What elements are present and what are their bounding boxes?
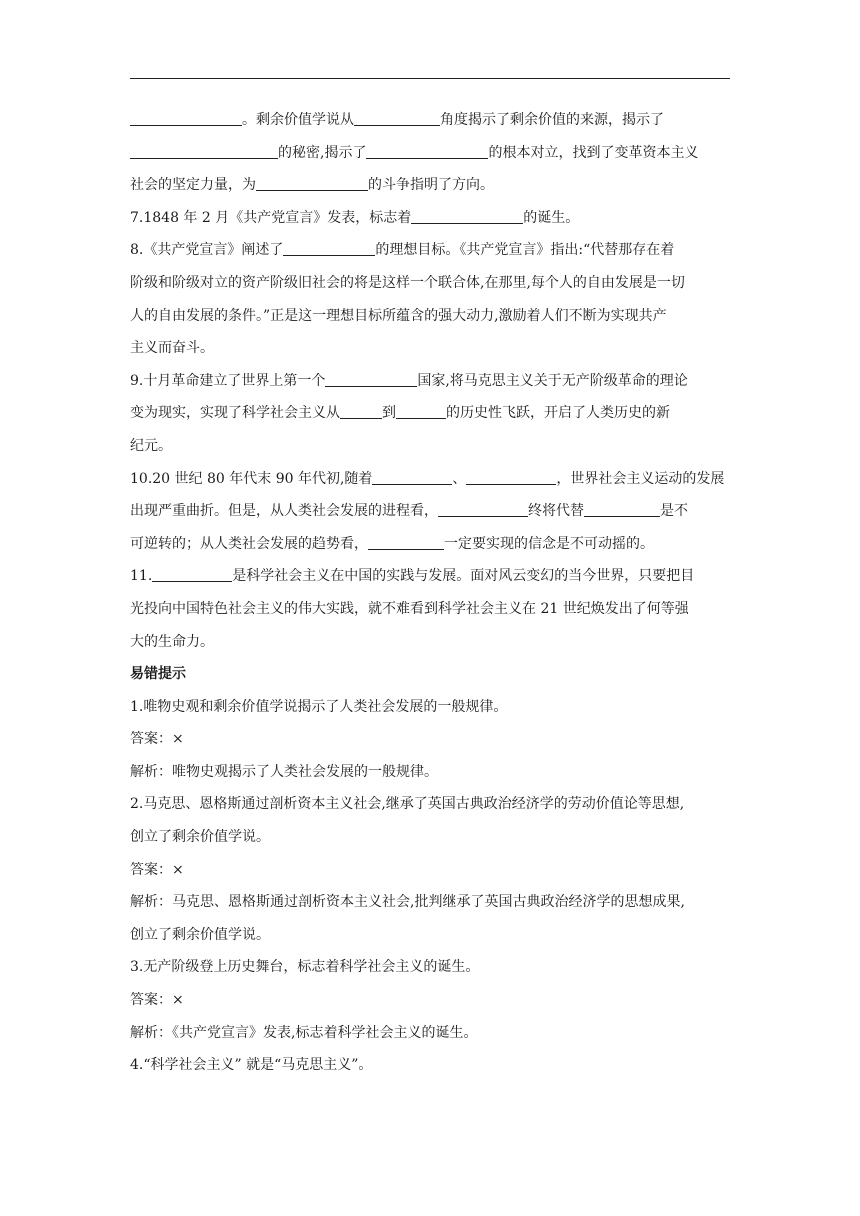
- fill-blank[interactable]: [396, 404, 446, 419]
- item-analysis: 解析：《共产党宣言》发表,标志着科学社会主义的诞生。: [130, 1024, 478, 1041]
- fill-blank[interactable]: [256, 176, 368, 191]
- fill-blank[interactable]: [438, 502, 528, 517]
- question-9: [130, 365, 730, 463]
- text-line: 主义而奋斗。: [130, 340, 214, 357]
- fill-blank[interactable]: [340, 404, 382, 419]
- question-7: [130, 202, 730, 235]
- item-question: 2.马克思、恩格斯通过剖析资本主义社会,继承了英国古典政治经济学的劳动价值论等思想,: [130, 796, 685, 813]
- item-question: 1.唯物史观和剩余价值学说揭示了人类社会发展的一般规律。: [130, 698, 508, 715]
- error-item-3: [130, 951, 730, 1049]
- error-item-4: [130, 1049, 730, 1082]
- error-items: [130, 691, 730, 1082]
- fill-blank[interactable]: [366, 144, 488, 159]
- text-line: 人的自由发展的条件。”正是这一理想目标所蕴含的强大动力,激励着人们不断为实现共产: [130, 307, 667, 324]
- item-question: 4.“科学社会主义” 就是“马克思主义”。: [130, 1057, 373, 1074]
- fill-blank[interactable]: [152, 567, 232, 582]
- text-line: 的秘密,揭示了 的根本对立，找到了变革资本主义: [130, 137, 730, 170]
- text-line: 社会的坚定力量，为 的斗争指明了方向。: [130, 177, 494, 194]
- fill-blank[interactable]: [354, 111, 440, 126]
- text-line: 大的生命力。: [130, 633, 214, 650]
- text-line: 8.《共产党宣言》阐述了 的理想目标。《共产党宣言》指出:“代替那存在着: [130, 242, 675, 259]
- text-line: 变为现实，实现了科学社会主义从 到 的历史性飞跃，开启了人类历史的新: [130, 405, 670, 422]
- text-line: 。剩余价值学说从 角度揭示了剩余价值的来源，揭示了: [130, 104, 730, 137]
- fill-blank[interactable]: [325, 372, 417, 387]
- section-title: 易错提示: [130, 666, 186, 683]
- text-line: 9.十月革命建立了世界上第一个 国家,将马克思主义关于无产阶级革命的理论: [130, 372, 688, 389]
- header-rule: [130, 78, 730, 79]
- error-item-2: [130, 788, 730, 951]
- text-line: 可逆转的；从人类社会发展的趋势看， 一定要实现的信念是不可动摇的。: [130, 535, 654, 552]
- text-line: 11. 是科学社会主义在中国的实践与发展。面对风云变幻的当今世界，只要把目: [130, 568, 695, 585]
- fill-blank[interactable]: [372, 470, 452, 485]
- document-body: [130, 104, 730, 1082]
- item-question: 创立了剩余价值学说。: [130, 829, 270, 846]
- fill-blank[interactable]: [368, 535, 444, 550]
- question-6-continued: [130, 104, 730, 202]
- fill-blank[interactable]: [283, 241, 375, 256]
- text-line: 纪元。: [130, 437, 172, 454]
- question-10: [130, 463, 730, 561]
- text-line: 7.1848 年 2 月《共产党宣言》发表，标志着 的诞生。: [130, 209, 580, 226]
- item-answer: 答案：×: [130, 992, 184, 1009]
- text-line: 光投向中国特色社会主义的伟大实践，就不难看到科学社会主义在 21 世纪焕发出了何等强: [130, 600, 689, 617]
- item-answer: 答案：×: [130, 861, 184, 878]
- fill-blank[interactable]: [411, 209, 523, 224]
- item-analysis: 解析：唯物史观揭示了人类社会发展的一般规律。: [130, 763, 438, 780]
- fill-blank[interactable]: [130, 144, 278, 159]
- item-answer: 答案：×: [130, 731, 184, 748]
- text-line: 阶级和阶级对立的资产阶级旧社会的将是这样一个联合体,在那里,每个人的自由发展是一切: [130, 274, 685, 291]
- text-line: 10.20 世纪 80 年代末 90 年代初,随着 、 ，世界社会主义运动的发展: [130, 470, 725, 487]
- error-item-1: [130, 691, 730, 789]
- item-question: 3.无产阶级登上历史舞台，标志着科学社会主义的诞生。: [130, 959, 480, 976]
- fill-blank[interactable]: [466, 470, 556, 485]
- fill-blank[interactable]: [584, 502, 660, 517]
- text-line: 出现严重曲折。但是，从人类社会发展的进程看， 终将代替 是不: [130, 503, 688, 520]
- question-11: [130, 560, 730, 658]
- fill-blank[interactable]: [130, 111, 242, 126]
- item-analysis: 解析：马克思、恩格斯通过剖析资本主义社会,批判继承了英国古典政治经济学的思想成果,: [130, 894, 685, 911]
- question-8: [130, 234, 730, 364]
- item-analysis: 创立了剩余价值学说。: [130, 926, 270, 943]
